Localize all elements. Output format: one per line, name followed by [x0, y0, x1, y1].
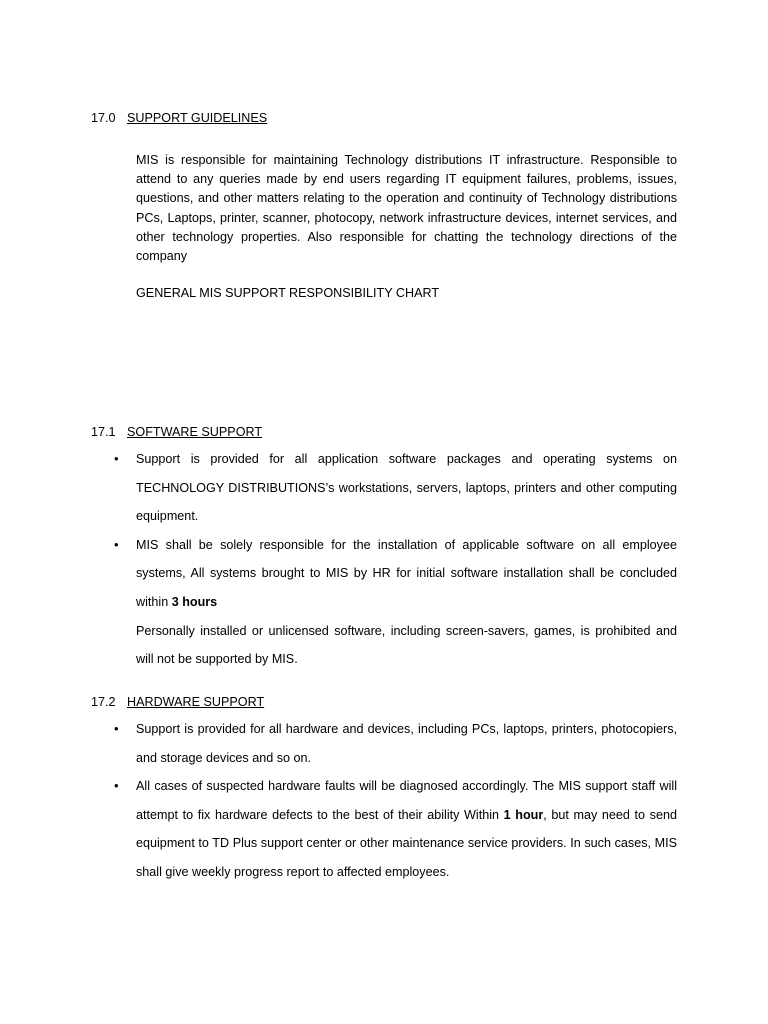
section-title: HARDWARE SUPPORT — [127, 695, 265, 709]
section-number: 17.1 — [91, 425, 116, 439]
chart-caption: GENERAL MIS SUPPORT RESPONSIBILITY CHART — [136, 286, 440, 300]
section-title: SUPPORT GUIDELINES — [127, 111, 268, 125]
time-limit: 3 hours — [171, 594, 218, 609]
section-number: 17.0 — [91, 111, 116, 125]
list-item-text: All cases of suspected hardware faults will be diagnosed accordingly. The MIS support staff will attempt to fix hardware defects to the best of their ability Within — [136, 779, 677, 822]
prohibition-note: Personally installed or unlicensed software, including screen-savers, games, is prohibited and will not be supported by MIS. — [136, 623, 677, 667]
list-item — [136, 715, 677, 772]
section-heading-17-2 — [91, 694, 264, 710]
section-heading-17-1 — [91, 424, 262, 440]
list-item-text: Support is provided for all hardware and devices, including PCs, laptops, printers, photocopiers, and storage devices and so on. — [136, 722, 677, 765]
list-item — [136, 772, 677, 886]
section-title: SOFTWARE SUPPORT — [127, 425, 263, 439]
paragraph-text: MIS is responsible for maintaining Technology distributions IT infrastructure. Responsible to attend to any queries made by end users regarding IT equipment failures, problems, issues, questions, and other matters relating to the operation and continuity of Technology distributions PCs, Laptops, printer, scanner, photocopy, network infrastructure devices, internet services, and other technology properties. Also responsible for chatting the technology directions of the company — [136, 153, 677, 264]
section-number: 17.2 — [91, 695, 116, 709]
list-item — [136, 531, 677, 617]
section-heading-17-0 — [91, 110, 267, 126]
list-item-text: , but may need to send equipment to TD Plus support center or other maintenance service providers. In such cases, MIS shall give weekly progress report to affected employees. — [136, 807, 677, 879]
list-item-text: Support is provided for all application software packages and operating systems on TECHNOLOGY DISTRIBUTIONS’s workstations, servers, laptops, printers and other computing equipment. — [136, 452, 677, 524]
list-item-text: MIS shall be solely responsible for the installation of applicable software on all employee systems, All systems brought to MIS by HR for initial software installation shall be concluded within — [136, 537, 677, 609]
time-limit: 1 hour — [503, 807, 544, 822]
software-support-list — [136, 445, 677, 674]
hardware-support-list — [136, 715, 677, 887]
support-guidelines-paragraph — [136, 151, 677, 266]
list-item — [136, 445, 677, 531]
